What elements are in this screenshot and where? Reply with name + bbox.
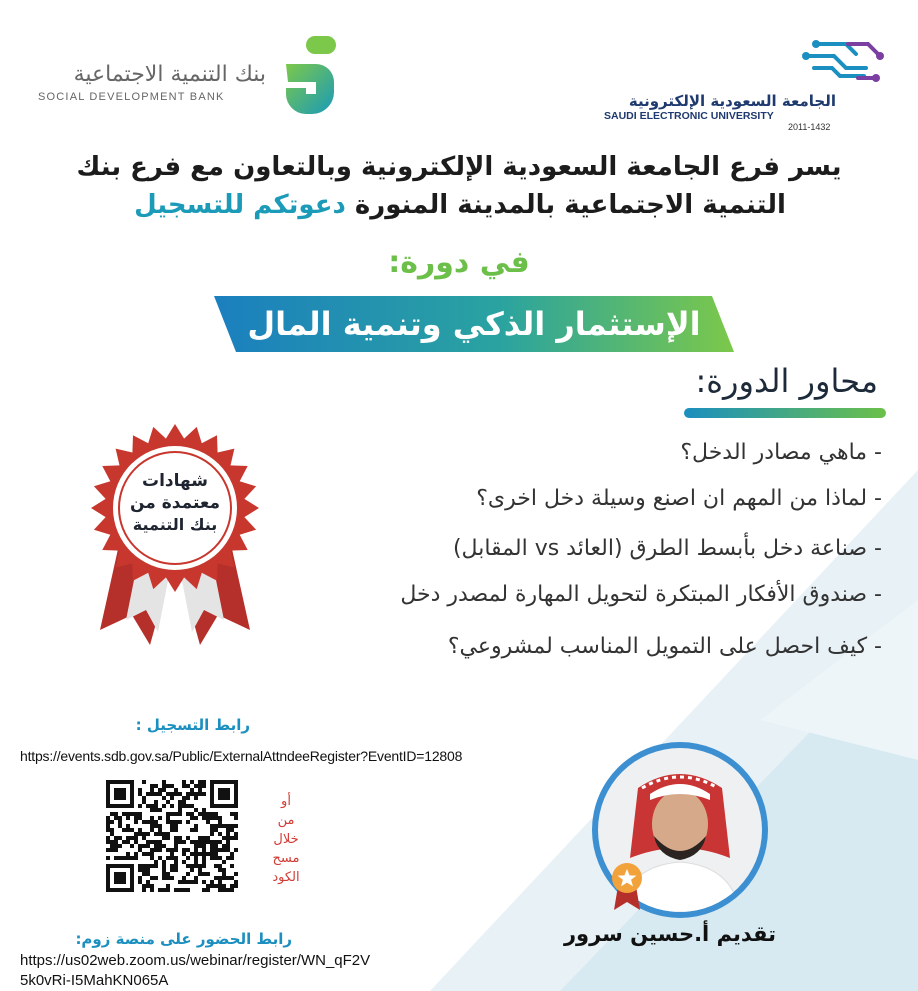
axes-underline (684, 408, 886, 418)
registration-qr-code[interactable] (106, 780, 238, 892)
certificate-badge (80, 420, 270, 660)
presenter-label: تقديم أ.حسين سرور (563, 922, 777, 946)
axis-item-1: - ماهي مصادر الدخل؟ (680, 440, 882, 465)
sdb-logo (36, 34, 346, 124)
headline-line2-main: التنمية الاجتماعية بالمدينة المنورة (354, 190, 786, 220)
scan-note-2: من (277, 813, 295, 828)
scan-note-3: خلال (273, 832, 299, 847)
zoom-label: رابط الحضور على منصة زوم: (75, 930, 292, 948)
sdb-name-ar: بنك التنمية الاجتماعية (73, 62, 266, 87)
registration-url[interactable]: https://events.sdb.gov.sa/Public/ExternalAttndeeRegister?EventID=12808 (20, 748, 463, 764)
axis-item-5: - كيف احصل على التمويل المناسب لمشروعي؟ (447, 634, 882, 659)
axis-item-2: - لماذا من المهم ان اصنع وسيلة دخل اخرى؟ (476, 486, 882, 511)
course-title: الإستثمار الذكي وتنمية المال (247, 305, 701, 343)
axis-item-3: - صناعة دخل بأبسط الطرق (العائد vs المقابل) (452, 536, 882, 561)
headline-line2-accent: دعوتكم للتسجيل (134, 190, 346, 220)
badge-line3: بنك التنمية (132, 515, 218, 534)
badge-line2: معتمدة من (129, 493, 221, 513)
zoom-url-line1[interactable]: https://us02web.zoom.us/webinar/register/WN_qF2V (20, 952, 371, 969)
scan-note (256, 792, 316, 887)
seu-years: 2011-1432 (788, 122, 831, 132)
zoom-url-line2[interactable]: 5k0vRi-I5MahKN065A (20, 972, 169, 989)
sdb-name-en: SOCIAL DEVELOPMENT BANK (38, 91, 225, 103)
sdb-logo-mark (276, 34, 346, 120)
seu-name-en: SAUDI ELECTRONIC UNIVERSITY (604, 110, 774, 122)
seu-name-ar: الجامعة السعودية الإلكترونية (628, 92, 836, 110)
badge-line1: شهادات (142, 471, 208, 491)
headline-line2 (60, 188, 860, 222)
headline-line1: يسر فرع الجامعة السعودية الإلكترونية وبالتعاون مع فرع بنك (76, 152, 842, 182)
in-course-label: في دورة: (388, 245, 530, 280)
presenter-star-medal-icon (610, 862, 644, 912)
seu-logo (600, 34, 892, 134)
badge-text (120, 470, 230, 536)
registration-label: رابط التسجيل : (135, 716, 250, 734)
axis-item-4: - صندوق الأفكار المبتكرة لتحويل المهارة لمصدر دخل (400, 582, 882, 607)
scan-note-1: أو (281, 794, 291, 809)
scan-note-4: مسح (272, 851, 300, 866)
rosette-ribbon (80, 420, 270, 660)
seu-logo-mark (796, 34, 892, 90)
scan-note-5: الكود (272, 870, 300, 885)
axes-title: محاور الدورة: (695, 362, 878, 400)
